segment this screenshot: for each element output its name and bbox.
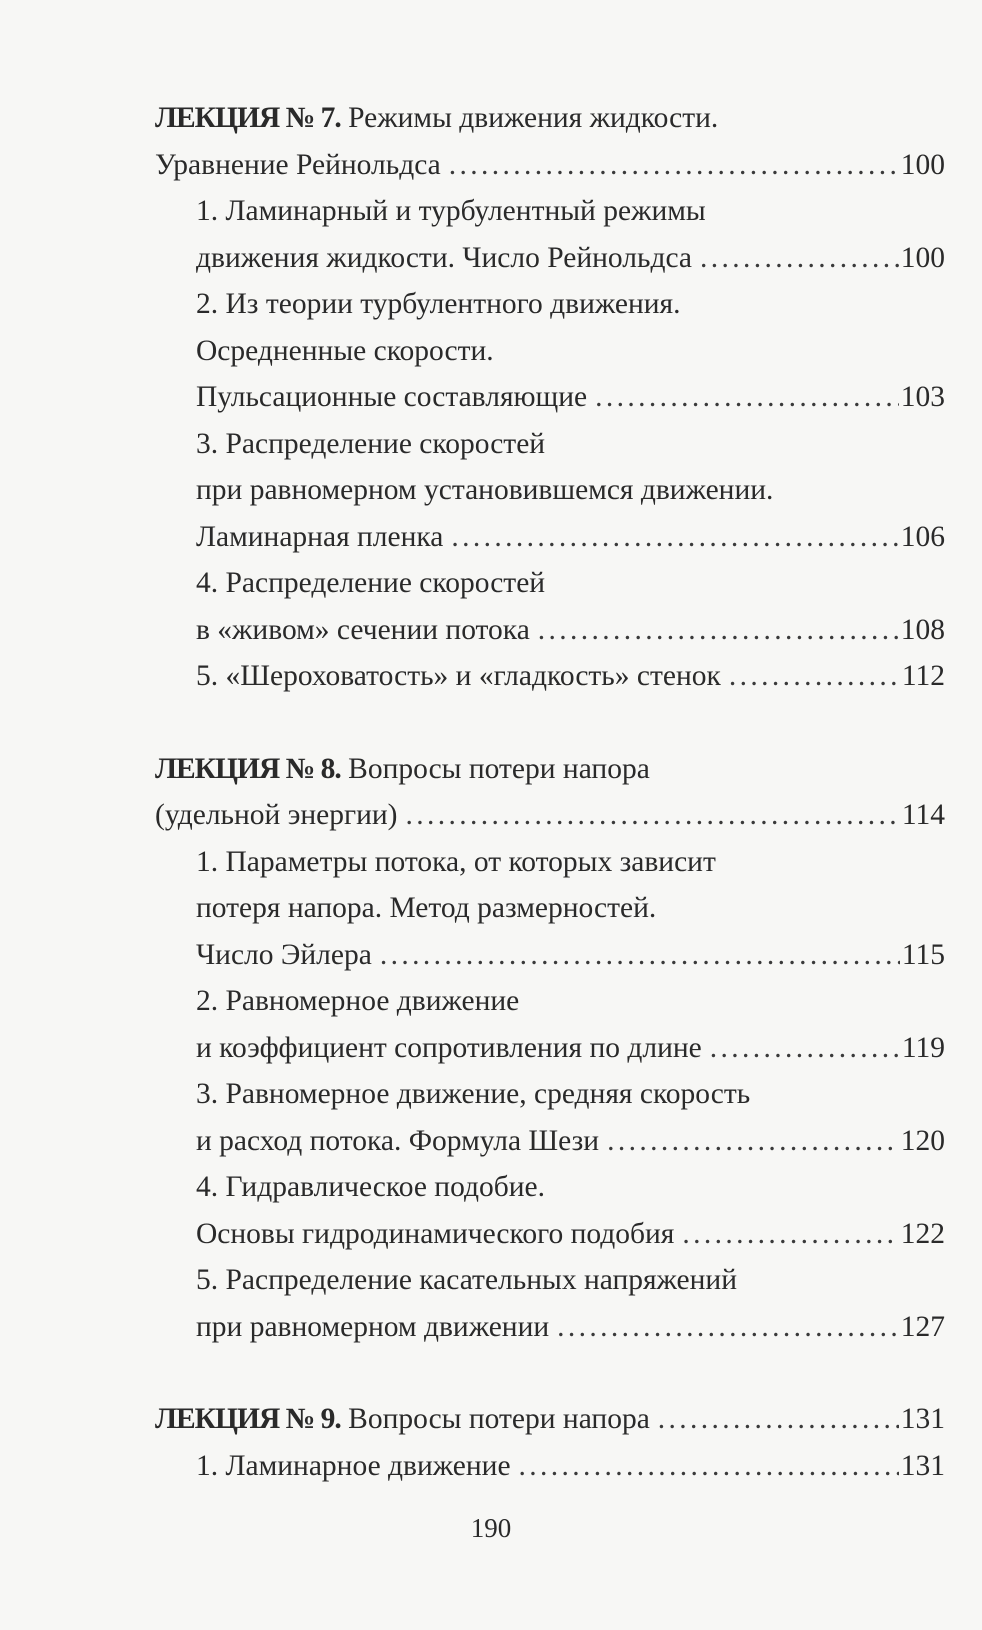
toc-entry-7-3-cont: Ламинарная пленка . . . 106 <box>155 514 945 561</box>
entry-page: 100 <box>900 241 945 274</box>
lecture-8-heading <box>155 746 945 793</box>
leader-dots <box>682 1211 898 1258</box>
leader-dots <box>538 607 899 654</box>
leader-dots <box>557 1304 899 1351</box>
leader-dots <box>451 514 898 561</box>
leader-dots <box>729 653 900 700</box>
entry-page: 127 <box>900 1310 945 1343</box>
entry-page: 119 <box>901 1031 945 1064</box>
toc-entry-8-1: 1. Параметры потока, от которых зависит <box>196 845 716 878</box>
lecture-8-number: ЛЕКЦИЯ № 8. <box>155 752 341 785</box>
lecture-7-title: Режимы движения жидкости. <box>340 102 719 134</box>
entry-page: 131 <box>900 1449 945 1482</box>
entry-page: 103 <box>900 381 945 413</box>
toc-entry-9-1: 1. Ламинарное движение . . . 131 <box>155 1443 945 1490</box>
toc-entry-8-3: 3. Равномерное движение, средняя скорость <box>196 1078 751 1110</box>
lecture-7-heading <box>155 95 945 142</box>
toc-entry-8-4: 4. Гидравлическое подобие. <box>196 1171 546 1203</box>
entry-page: 115 <box>901 938 945 971</box>
leader-dots <box>595 374 899 421</box>
page-number: 190 <box>470 1513 512 1543</box>
toc-entry-8-1-cont: потеря напора. Метод размерностей. <box>196 892 657 924</box>
lecture-8-title: Вопросы потери напора <box>340 752 650 785</box>
lecture-8-title-cont: (удельной энергии) <box>155 799 398 831</box>
lecture-9-number: ЛЕКЦИЯ № 9. <box>155 1403 341 1435</box>
leader-dots <box>607 1118 899 1165</box>
leader-dots <box>658 1396 899 1443</box>
toc-entry-7-2-cont: Пульсационные составляющие . . . 103 <box>155 374 945 421</box>
entry-page: 122 <box>900 1217 945 1250</box>
toc-entry-8-5-cont: при равномерном движении . . . 127 <box>155 1304 945 1351</box>
table-of-contents <box>155 95 945 1489</box>
toc-entry-8-4-cont: Основы гидродинамического подобия . . . 122 <box>155 1211 945 1258</box>
lecture-8-page: 114 <box>901 799 945 831</box>
toc-entry-7-2: 2. Из теории турбулентного движения. <box>196 288 681 320</box>
entry-page: 108 <box>900 613 945 646</box>
leader-dots <box>449 142 899 189</box>
lecture-9-page: 131 <box>900 1403 945 1435</box>
entry-page: 120 <box>900 1124 945 1157</box>
toc-entry-7-3: 3. Распределение скоростей <box>196 427 546 460</box>
lecture-7-heading-line2 <box>155 142 945 189</box>
toc-entry-8-2-cont: и коэффициент сопротивления по длине . . . 119 <box>155 1025 945 1072</box>
leader-dots <box>519 1443 899 1490</box>
toc-entry-7-1: 1. Ламинарный и турбулентный режимы <box>196 195 706 227</box>
lecture-7-title-cont: Уравнение Рейнольдса <box>155 148 441 181</box>
section-gap <box>155 700 945 746</box>
leader-dots <box>405 792 899 839</box>
section-gap <box>155 1350 945 1396</box>
leader-dots <box>380 932 900 979</box>
toc-entry-8-2: 2. Равномерное движение <box>196 985 520 1017</box>
toc-entry-7-2-cont: Осредненные скорости. <box>196 334 494 367</box>
toc-entry-7-4: 4. Распределение скоростей <box>196 567 546 599</box>
lecture-7-page: 100 <box>900 148 945 181</box>
lecture-8-heading-line2 <box>155 792 945 839</box>
toc-entry-7-1-cont: движения жидкости. Число Рейнольдса . . . 100 <box>155 235 945 282</box>
entry-page: 106 <box>900 520 945 553</box>
toc-entry-7-3-cont: при равномерном установившемся движении. <box>196 474 774 506</box>
entry-page: 112 <box>901 660 945 692</box>
leader-dots <box>700 235 899 282</box>
toc-entry-7-4-cont: в «живом» сечении потока . . . 108 <box>155 607 945 654</box>
toc-entry-8-5: 5. Распределение касательных напряжений <box>196 1264 737 1296</box>
toc-entry-8-3-cont: и расход потока. Формула Шези . . . 120 <box>155 1118 945 1165</box>
lecture-9-heading <box>155 1396 945 1443</box>
lecture-7-number: ЛЕКЦИЯ № 7. <box>155 102 341 134</box>
lecture-9-title: Вопросы потери напора <box>340 1403 650 1435</box>
toc-entry-8-1-cont: Число Эйлера . . . 115 <box>155 932 945 979</box>
toc-entry-7-5: 5. «Шероховатость» и «гладкость» стенок . . . 112 <box>155 653 945 700</box>
leader-dots <box>710 1025 900 1072</box>
